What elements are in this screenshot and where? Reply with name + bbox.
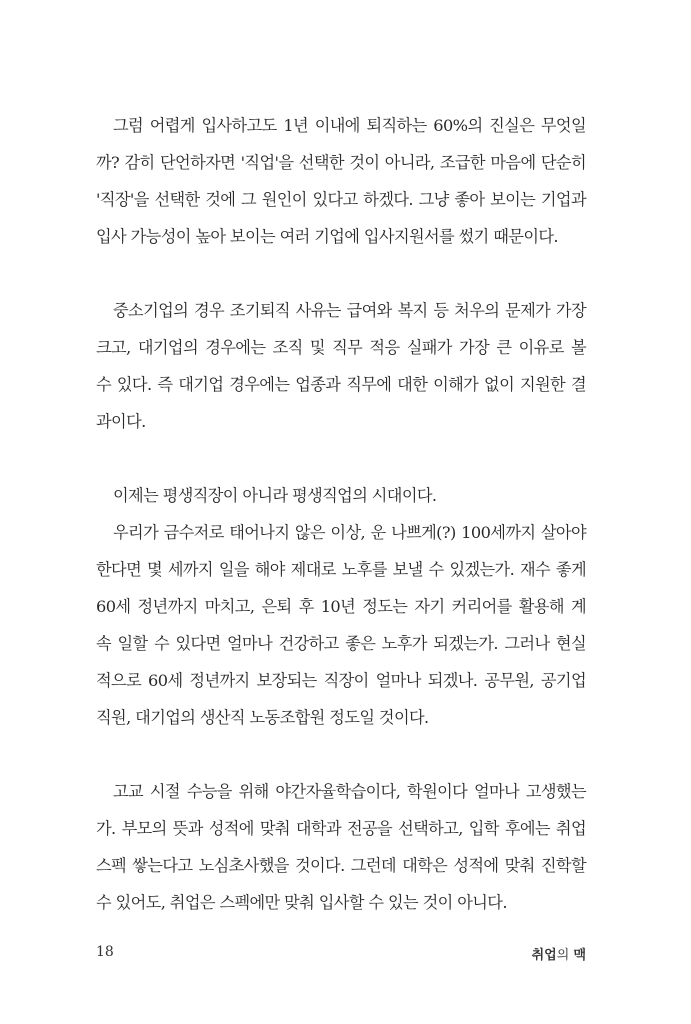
text-line: 60세 정년까지 마치고, 은퇴 후 10년 정도는 자기 커리어를 활용해 계: [96, 597, 586, 616]
body-text: [96, 107, 586, 921]
book-title-part: 맥: [573, 948, 586, 963]
book-title-part: 의: [556, 948, 574, 963]
paragraph: [96, 477, 586, 514]
text-line: 우리가 금수저로 태어나지 않은 이상, 운 나쁘게(?) 100세까지 살아야: [113, 523, 586, 542]
text-line: 한다면 몇 세까지 일을 해야 제대로 노후를 보낼 수 있겠는가. 재수 좋게: [96, 560, 586, 579]
paragraph: [96, 514, 586, 736]
paragraph: [96, 107, 586, 255]
text-line: 고교 시절 수능을 위해 야간자율학습이다, 학원이다 얼마나 고생했는: [113, 782, 586, 801]
page-number: 18: [96, 944, 114, 960]
text-line: 속 일할 수 있다면 얼마나 건강하고 좋은 노후가 되겠는가. 그러나 현실: [96, 634, 586, 653]
text-line: 가. 부모의 뜻과 성적에 맞춰 대학과 전공을 선택하고, 입학 후에는 취업: [96, 819, 586, 838]
text-line: 수 있어도, 취업은 스펙에만 맞춰 입사할 수 있는 것이 아니다.: [96, 893, 507, 912]
book-title-part: 취업: [531, 948, 557, 963]
text-line: 과이다.: [96, 412, 146, 431]
text-line: 크고, 대기업의 경우에는 조직 및 직무 적응 실패가 가장 큰 이유로 볼: [96, 338, 586, 357]
text-line: 스펙 쌓는다고 노심초사했을 것이다. 그런데 대학은 성적에 맞춰 진학할: [96, 856, 586, 875]
text-line: '직장'을 선택한 것에 그 원인이 있다고 하겠다. 그냥 좋아 보이는 기업과: [96, 190, 586, 209]
running-book-title: [532, 944, 586, 963]
paragraph-gap: [96, 440, 586, 477]
paragraph: [96, 292, 586, 440]
paragraph-gap: [96, 736, 586, 773]
paragraph-gap: [96, 255, 586, 292]
text-line: 이제는 평생직장이 아니라 평생직업의 시대이다.: [113, 486, 437, 505]
text-line: 적으로 60세 정년까지 보장되는 직장이 얼마나 되겠나. 공무원, 공기업: [96, 671, 586, 690]
text-line: 중소기업의 경우 조기퇴직 사유는 급여와 복지 등 처우의 문제가 가장: [113, 301, 586, 320]
text-line: 입사 가능성이 높아 보이는 여러 기업에 입사지원서를 썼기 때문이다.: [96, 227, 558, 246]
paragraph: [96, 773, 586, 921]
text-line: 그럼 어렵게 입사하고도 1년 이내에 퇴직하는 60%의 진실은 무엇일: [113, 116, 586, 135]
text-line: 수 있다. 즉 대기업 경우에는 업종과 직무에 대한 이해가 없이 지원한 결: [96, 375, 586, 394]
text-line: 까? 감히 단언하자면 '직업'을 선택한 것이 아니라, 조급한 마음에 단순히: [96, 153, 586, 172]
text-line: 직원, 대기업의 생산직 노동조합원 정도일 것이다.: [96, 708, 429, 727]
